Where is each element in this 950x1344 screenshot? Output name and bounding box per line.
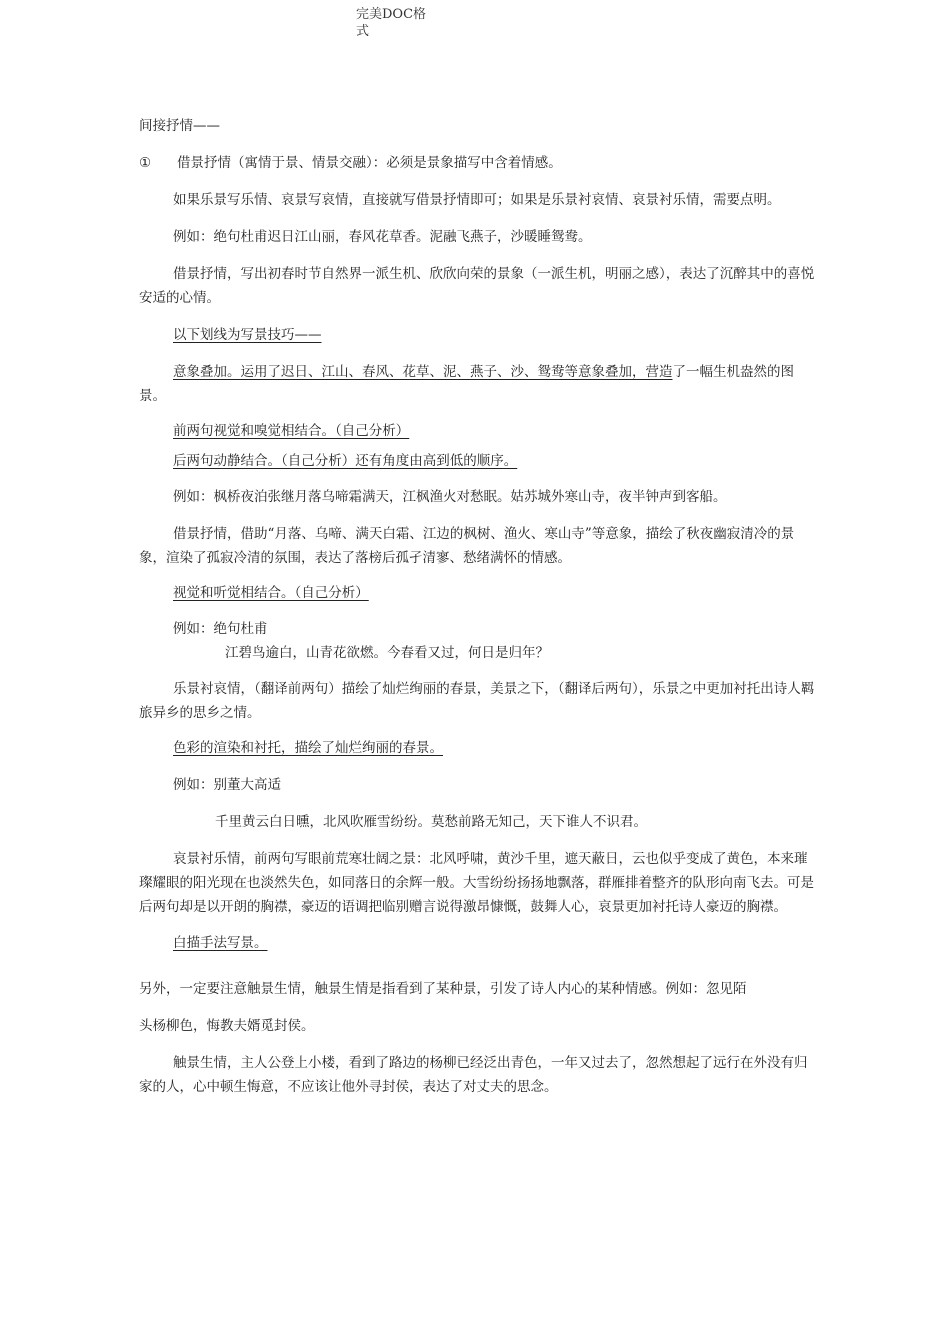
item-number: ① [139, 155, 152, 171]
underlined-line [139, 449, 817, 473]
numbered-item [139, 151, 817, 175]
underlined-text: 后两句动静结合。（自己分析）还有角度由高到低的顺序。 [173, 453, 518, 469]
paragraph: 头杨柳色，悔教夫婿觅封侯。 [139, 1018, 315, 1034]
underlined-line [139, 323, 817, 347]
paragraph [139, 360, 817, 408]
section-heading: 间接抒情—— [139, 118, 220, 134]
paragraph: 哀景衬乐情，前两句写眼前荒寒壮阔之景：北风呼啸，黄沙千里，遮天蔽日，云也似乎变成了黄色，本来璀璨耀眼的阳光现在也淡然失色，如同落日的余辉一般。大雪纷纷扬扬地飘落，群雁排着整齐的队形向南飞去。可是后两句却是以开朗的胸襟，豪迈的语调把临别赠言说得激昂慷慨，鼓舞人心，哀景更加衬托诗人豪迈的胸襟。 [139, 851, 814, 915]
paragraph: 借景抒情，写出初春时节自然界一派生机、欣欣向荣的景象（一派生机，明丽之感），表达了沉醉其中的喜悦安适的心情。 [139, 266, 815, 306]
underlined-text: 前两句视觉和嗅觉相结合。（自己分析） [173, 423, 410, 439]
underlined-text: 白描手法写景。 [173, 935, 268, 951]
poem-line: 江碧鸟逾白，山青花欲燃。今春看又过，何日是归年？ [225, 645, 549, 661]
example-line: 例如：绝句杜甫迟日江山丽，春风花草香。泥融飞燕子，沙暖睡鸳鸯。 [173, 229, 592, 245]
document-body [139, 114, 817, 1099]
paragraph: 借景抒情，借助“月落、乌啼、满天白霜、江边的枫树、渔火、寒山寺”等意象，描绘了秋夜幽寂清冷的景象，渲染了孤寂冷清的氛围，表达了落榜后孤孑清寥、愁绪满怀的情感。 [139, 526, 795, 566]
underlined-text: 意象叠加。运用了迟日、江山、春风、花草、泥、燕子、沙、鸳鸯等意象叠加，营造 [173, 364, 673, 380]
underlined-line [139, 736, 817, 760]
item-text: 借景抒情（寓情于景、情景交融）：必须是景象描写中含着情感。 [177, 155, 562, 171]
example-line: 例如：别董大高适 [173, 777, 281, 793]
underlined-text: 以下划线为写景技巧—— [173, 327, 322, 343]
paragraph: 如果乐景写乐情、哀景写哀情，直接就写借景抒情即可；如果是乐景衬哀情、哀景衬乐情，需要点明。 [173, 192, 781, 208]
underlined-line [139, 931, 817, 955]
example-line: 例如：绝句杜甫 [173, 621, 268, 637]
underlined-line [139, 581, 817, 605]
paragraph: 另外，一定要注意触景生情，触景生情是指看到了某种景，引发了诗人内心的某种情感。例如：忽见陌 [139, 981, 747, 997]
paragraph: 触景生情，主人公登上小楼，看到了路边的杨柳已经泛出青色，一年又过去了，忽然想起了远行在外没有归家的人，心中顿生悔意，不应该让他外寻封侯，表达了对丈夫的思念。 [139, 1055, 808, 1095]
plain-text: 了一幅生机盎然的图景。 [139, 364, 794, 404]
underlined-line [139, 419, 817, 443]
underlined-text: 色彩的渲染和衬托，描绘了灿烂绚丽的春景。 [173, 740, 443, 756]
underlined-text: 视觉和听觉相结合。（自己分析） [173, 585, 369, 601]
paragraph: 乐景衬哀情，（翻译前两句）描绘了灿烂绚丽的春景，美景之下，（翻译后两句），乐景之中更加衬托出诗人羁旅异乡的思乡之情。 [139, 681, 815, 721]
example-line: 例如：枫桥夜泊张继月落乌啼霜满天，江枫渔火对愁眠。姑苏城外寒山寺，夜半钟声到客船。 [173, 489, 727, 505]
page-header: 完美DOC格式 [356, 7, 427, 39]
poem-line: 千里黄云白日曛，北风吹雁雪纷纷。莫愁前路无知己，天下谁人不识君。 [215, 814, 647, 830]
